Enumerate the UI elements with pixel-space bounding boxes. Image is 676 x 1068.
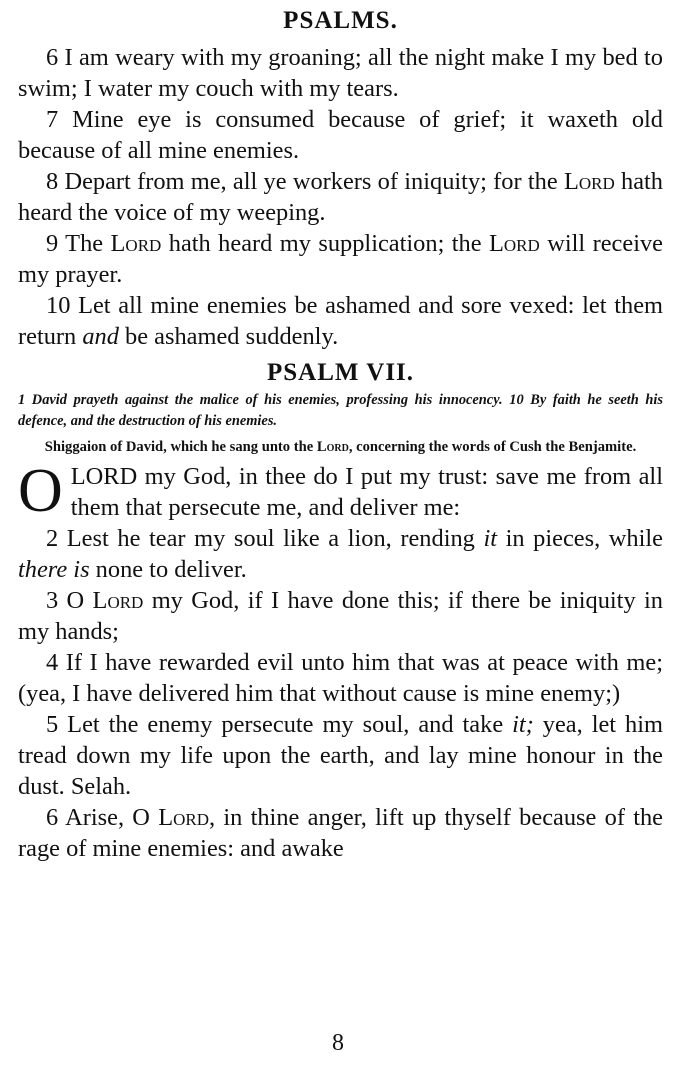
verse-text: none to deliver. [89, 556, 247, 583]
lord-small-caps: Lord [563, 168, 615, 195]
verse-text: be ashamed suddenly. [118, 323, 339, 350]
superscription [18, 438, 663, 457]
verse-text: 6 Arise, O [46, 804, 159, 831]
verse-text: 5 Let the enemy persecute my soul, and take [46, 711, 513, 738]
verse-text: hath heard the voice of my weeping. [18, 168, 664, 226]
superscription-text: Shiggaion of David, which he sang unto the [44, 439, 317, 455]
italic-word: there is [18, 556, 90, 583]
psalm7-verse-1 [18, 457, 663, 525]
verse-text: 9 The [46, 230, 111, 257]
chapter-summary: 1 David prayeth against the malice of his enemies, professing his innocency. 10 By faith he seeth his defence, and the destruction of his enemies. [18, 392, 663, 429]
page-number: 8 [332, 1030, 344, 1056]
verse-text: 8 Depart from me, all ye workers of iniquity; for the [46, 168, 564, 195]
lord-small-caps: Lord [158, 804, 209, 831]
psalm6-verse-9 [18, 228, 663, 290]
lord-small-caps: Lord [316, 439, 349, 455]
verse-text: 2 Lest he tear my soul like a lion, rending [46, 525, 484, 552]
drop-cap: O [18, 457, 63, 525]
psalm6-verse-7: 7 Mine eye is consumed because of grief; it waxeth old because of all mine enemies. [18, 106, 663, 164]
psalm6-verse-10 [18, 290, 663, 352]
italic-word: it; [512, 711, 534, 738]
italic-word: it [483, 525, 498, 552]
psalm6-verse-8 [18, 166, 663, 228]
psalm7-verse-5 [18, 709, 663, 802]
psalm7-verse-3 [18, 585, 663, 647]
lord-small-caps: Lord [110, 230, 162, 257]
page [18, 4, 663, 864]
verse-text: LORD my God, in thee do I put my trust: save me from all them that persecute me, and deliver me: [70, 463, 663, 521]
psalm-title: PSALM VII. [266, 359, 415, 386]
superscription-text: , concerning the words of Cush the Benjamite. [348, 439, 637, 455]
verse-text: my God, if I have done this; if there be iniquity in my hands; [18, 587, 663, 645]
verse-text: will receive my prayer. [18, 230, 663, 288]
psalm7-verse-4: 4 If I have rewarded evil unto him that was at peace with me; (yea, I have delivered him that without cause is mine enemy;) [18, 649, 663, 707]
verse-text: 3 O [46, 587, 93, 614]
lord-small-caps: Lord [489, 230, 540, 257]
verse-text: , in thine anger, lift up thyself because of the rage of mine enemies: and awake [18, 804, 664, 862]
verse-text: yea, let him tread down my life upon the earth, and lay mine honour in the dust. Selah. [18, 711, 664, 800]
psalm6-verse-6: 6 I am weary with my groaning; all the night make I my bed to swim; I water my couch with my tears. [18, 44, 663, 102]
psalm7-verse-2 [18, 523, 663, 585]
verse-text: in pieces, while [497, 525, 663, 552]
verse-text: hath heard my supplication; the [161, 230, 489, 257]
italic-word: and [82, 323, 119, 350]
verse-text: 10 Let all mine enemies be ashamed and sore vexed: let them return [18, 292, 663, 350]
running-head: PSALMS. [283, 7, 398, 34]
lord-small-caps: Lord [92, 587, 144, 614]
psalm7-verse-6 [18, 802, 663, 864]
